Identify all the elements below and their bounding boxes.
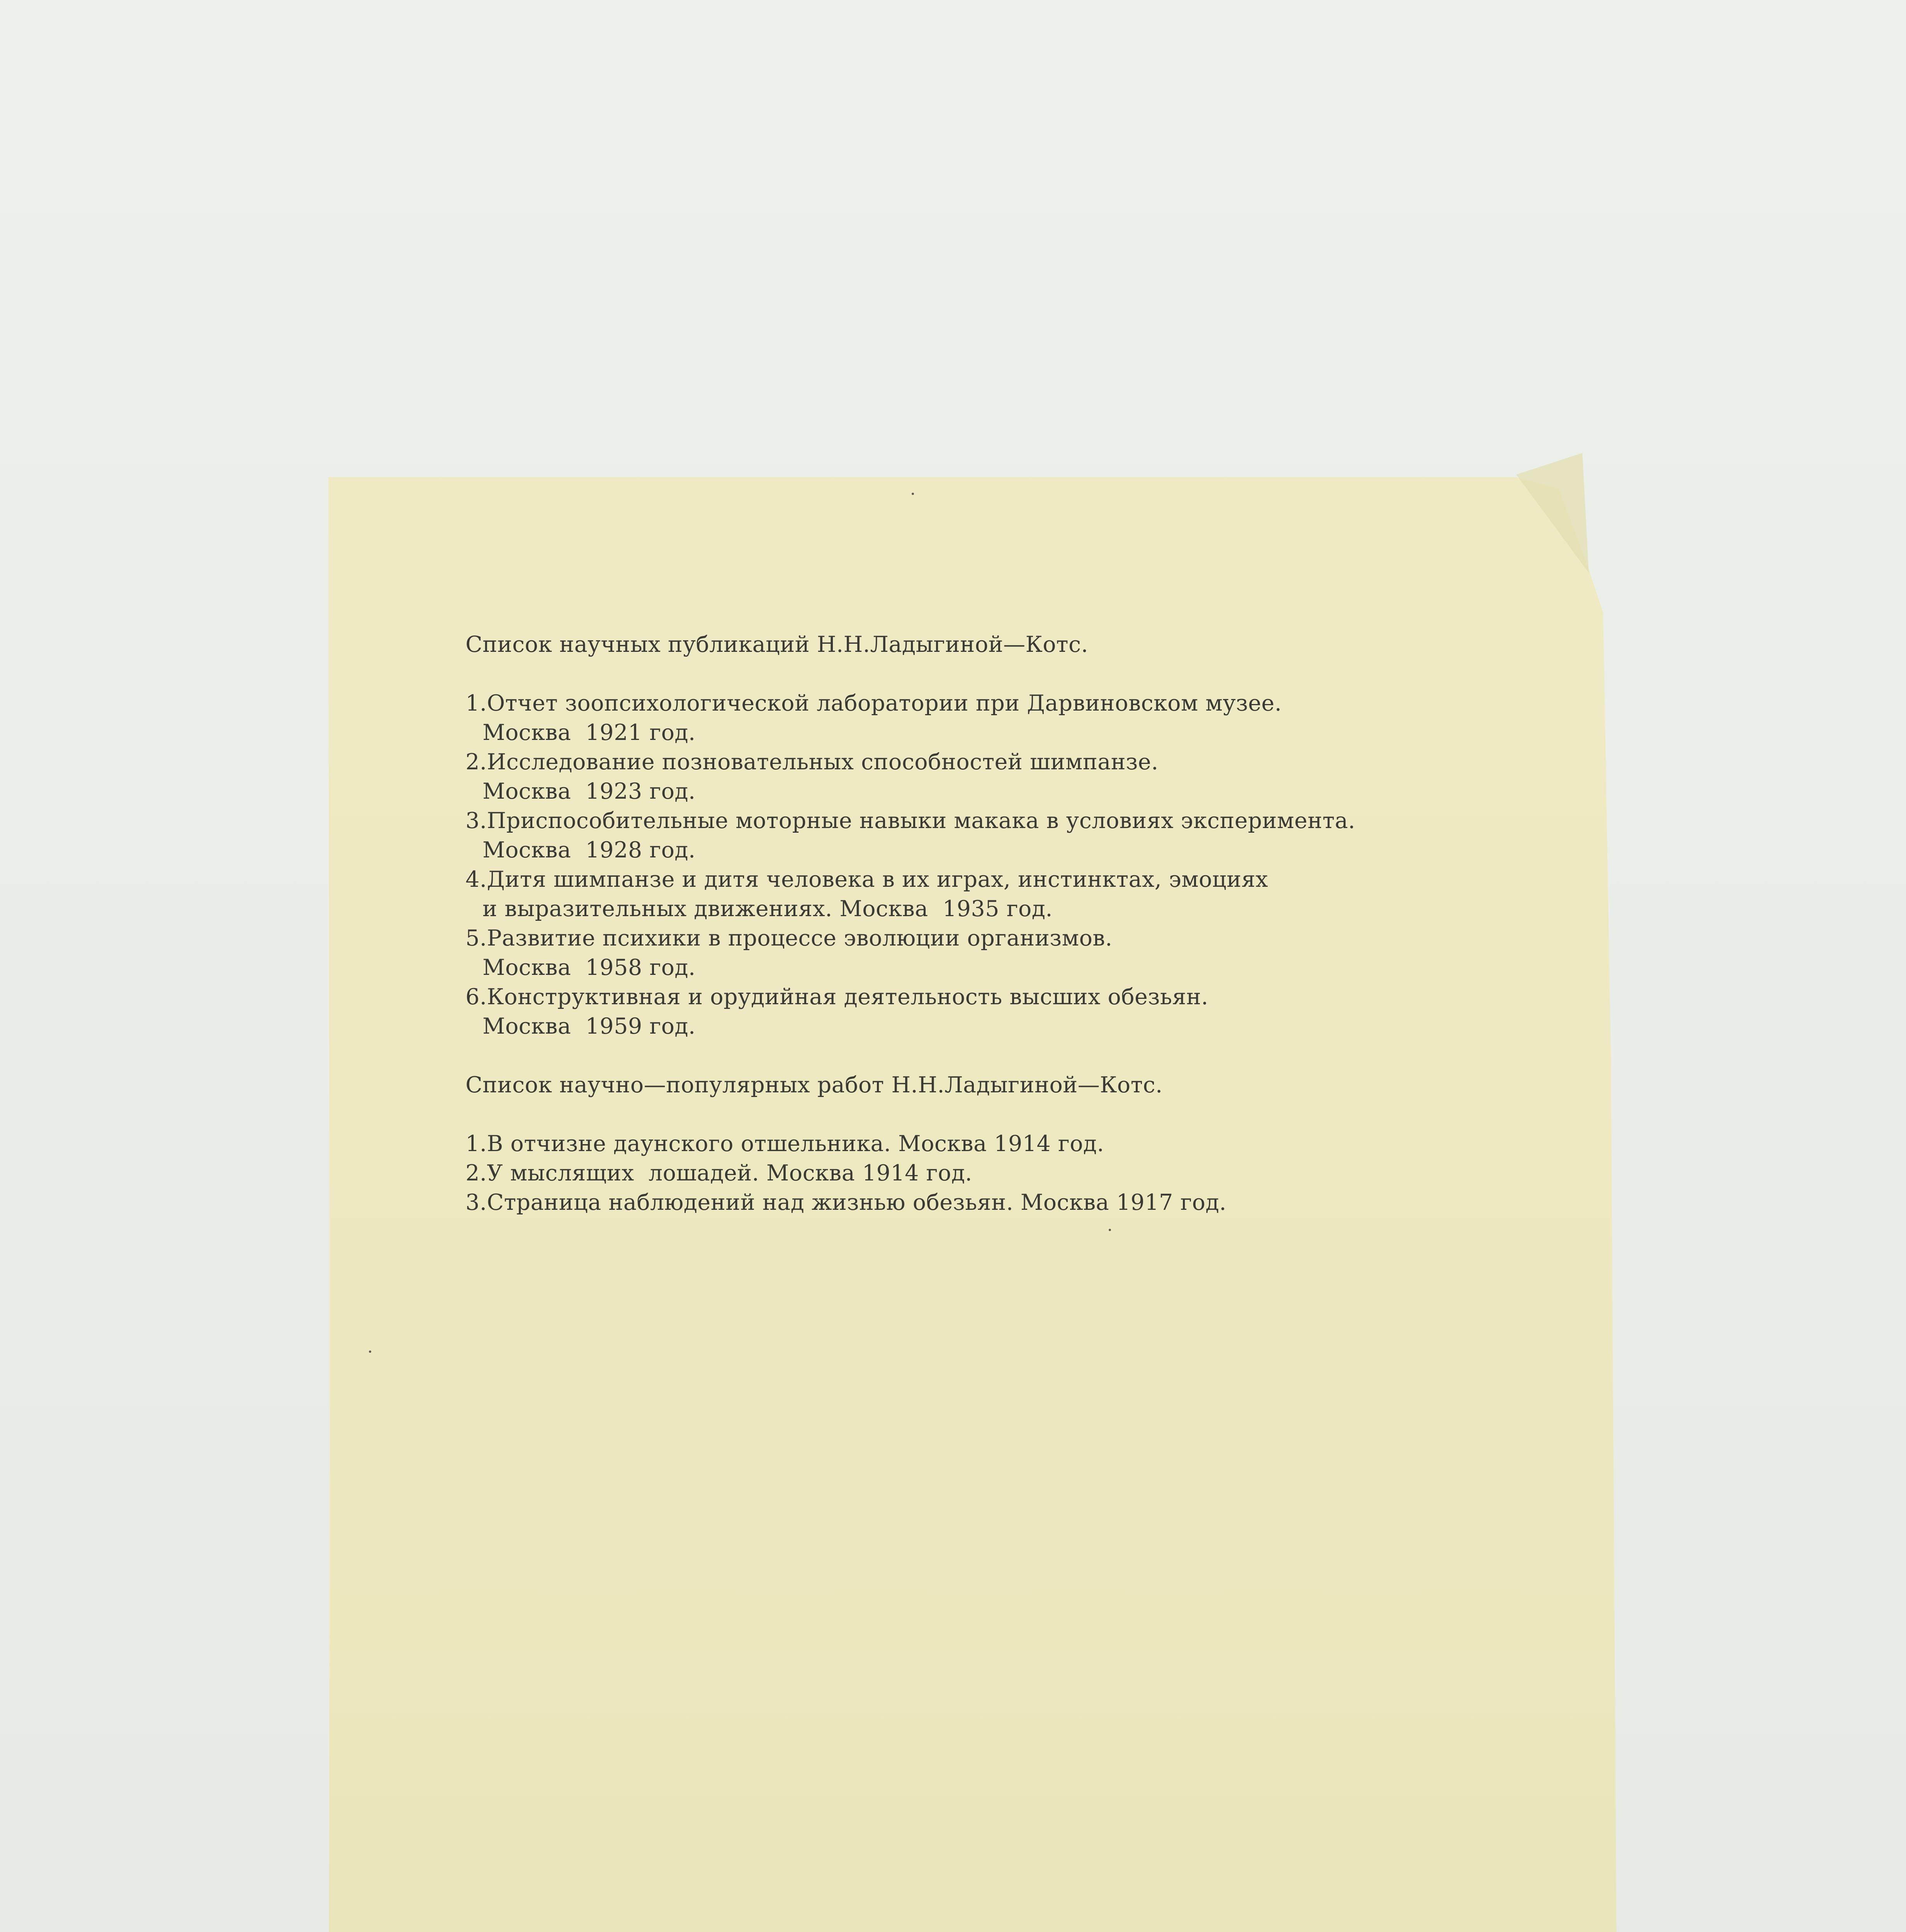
list-item	[465, 1158, 1547, 1188]
list-item	[465, 923, 1547, 982]
paper-speck	[912, 493, 914, 495]
list-item	[465, 865, 1547, 923]
item-title: 6.Конструктивная и орудийная деятельность высших обезьян.	[465, 984, 1209, 1010]
item-details: Москва 1928 год.	[482, 837, 696, 863]
list-item	[465, 982, 1547, 1041]
list-item	[465, 1188, 1547, 1217]
document-body	[465, 630, 1547, 1217]
item-details: Москва 1923 год.	[482, 779, 696, 804]
item-title: 2.Исследование позновательных способностей шимпанзе.	[465, 749, 1159, 775]
list-item	[465, 747, 1547, 806]
list-item	[465, 689, 1547, 747]
popular-works-list	[465, 1129, 1547, 1217]
spacer	[465, 1100, 1547, 1129]
item-title: 1.В отчизне даунского отшельника. Москва 1914 год.	[465, 1131, 1104, 1156]
popular-works-heading: Список научно—популярных работ Н.Н.Ладыгиной—Котс.	[465, 1072, 1163, 1098]
item-title: 4.Дитя шимпанзе и дитя человека в их играх, инстинктах, эмоциях	[465, 867, 1268, 892]
item-title: 5.Развитие психики в процессе эволюции организмов.	[465, 925, 1113, 951]
scientific-publications-list	[465, 689, 1547, 1041]
item-title: 2.У мыслящих лошадей. Москва 1914 год.	[465, 1160, 972, 1186]
paper-speck	[369, 1350, 371, 1353]
item-title: 3.Страница наблюдений над жизнью обезьян. Москва 1917 год.	[465, 1190, 1226, 1215]
item-details: Москва 1959 год.	[482, 1014, 696, 1039]
list-item	[465, 1129, 1547, 1158]
spacer	[465, 659, 1547, 689]
scientific-publications-heading: Список научных публикаций Н.Н.Ладыгиной—Котс.	[465, 632, 1089, 657]
paper-speck	[1109, 1229, 1111, 1231]
item-details: Москва 1958 год.	[482, 955, 696, 980]
spacer	[465, 1041, 1547, 1070]
list-item	[465, 806, 1547, 865]
item-title: 3.Приспособительные моторные навыки макака в условиях эксперимента.	[465, 808, 1356, 833]
item-details: и выразительных движениях. Москва 1935 год.	[482, 896, 1053, 922]
item-details: Москва 1921 год.	[482, 720, 696, 745]
item-title: 1.Отчет зоопсихологической лаборатории при Дарвиновском музее.	[465, 690, 1282, 716]
